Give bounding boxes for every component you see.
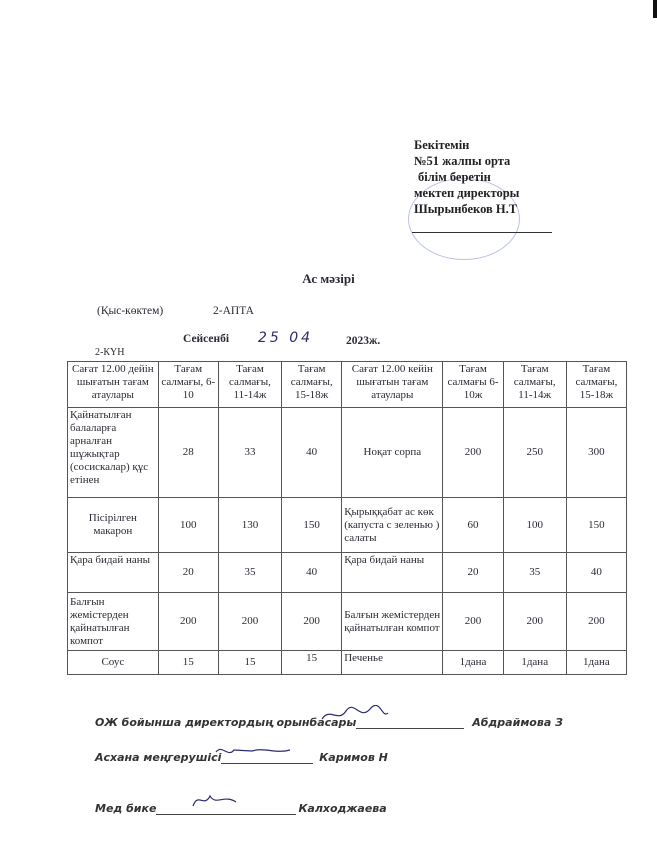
handwritten-date: 25 04 [258, 330, 314, 346]
table-header-row [68, 362, 627, 408]
weight-cell: 60 [443, 498, 503, 553]
deputy-signature-scribble [320, 705, 390, 725]
table-row [68, 498, 627, 553]
table-row [68, 651, 627, 675]
weight-cell: 1дана [443, 651, 503, 675]
dish-after-noon: Печенье [342, 651, 443, 675]
signature-nurse [95, 802, 387, 815]
weight-cell: 40 [282, 408, 342, 498]
weight-cell: 200 [503, 593, 566, 651]
week-label: 2-АПТА [213, 305, 254, 317]
dish-before-noon: Балғын жемістерден қайнатылған компот [68, 593, 159, 651]
approval-line: Бекітемін [414, 138, 470, 152]
dish-after-noon: Ноқат сорпа [342, 408, 443, 498]
weight-cell: 200 [218, 593, 281, 651]
weight-cell: 250 [503, 408, 566, 498]
dish-after-noon: Қара бидай наны [342, 553, 443, 593]
column-header: Сағат 12.00 кейін шығатын тағам атаулары [342, 362, 443, 408]
weight-cell: 35 [218, 553, 281, 593]
weight-cell: 100 [158, 498, 218, 553]
dish-after-noon: Қырыққабат ас көк (капуста с зеленью ) салаты [342, 498, 443, 553]
weight-cell: 130 [218, 498, 281, 553]
weight-cell: 300 [566, 408, 626, 498]
weight-cell: 200 [443, 408, 503, 498]
dish-before-noon: Қайнатылған балаларға арналған шұжықтар (сосискалар) құс етінен [68, 408, 159, 498]
weight-cell: 150 [566, 498, 626, 553]
approval-block [414, 137, 564, 217]
weight-cell: 150 [282, 498, 342, 553]
weight-cell: 40 [566, 553, 626, 593]
nurse-signature-scribble [190, 790, 240, 810]
weight-cell: 20 [443, 553, 503, 593]
table-row [68, 408, 627, 498]
approval-line: №51 жалпы орта [414, 154, 511, 168]
weight-cell: 200 [566, 593, 626, 651]
weight-cell: 15 [158, 651, 218, 675]
weight-cell: 28 [158, 408, 218, 498]
column-header: Тағам салмағы, 15-18ж [282, 362, 342, 408]
day-label: 2-КҮН [95, 347, 125, 358]
weight-cell: 1дана [566, 651, 626, 675]
page-edge-mark [653, 0, 657, 18]
canteen-signature-scribble [212, 742, 292, 760]
weight-cell: 15 [282, 651, 342, 675]
column-header: Тағам салмағы, 15-18ж [566, 362, 626, 408]
weight-cell: 200 [282, 593, 342, 651]
weight-cell: 200 [443, 593, 503, 651]
weekday-label: Сейсенбі [183, 333, 230, 345]
signature-name: Каримов Н [319, 751, 388, 764]
weight-cell: 20 [158, 553, 218, 593]
weight-cell: 1дана [503, 651, 566, 675]
column-header: Тағам салмағы, 11-14ж [503, 362, 566, 408]
signature-role: Мед бике [95, 802, 157, 815]
weight-cell: 33 [218, 408, 281, 498]
approval-line: Шырынбеков Н.Т [414, 202, 518, 216]
approval-line: білім беретін [418, 170, 491, 184]
weight-cell: 100 [503, 498, 566, 553]
approval-line: мектеп директоры [414, 186, 520, 200]
year-label: 2023ж. [346, 335, 381, 347]
weight-cell: 35 [503, 553, 566, 593]
dish-before-noon: Соус [68, 651, 159, 675]
signature-name: Абдраймова З [472, 716, 563, 729]
dish-before-noon: Пісірілген макарон [68, 498, 159, 553]
weight-cell: 200 [158, 593, 218, 651]
weight-cell: 15 [218, 651, 281, 675]
menu-table [67, 361, 627, 675]
dish-before-noon: Қара бидай наны [68, 553, 159, 593]
dish-after-noon: Балғын жемістерден қайнатылған компот [342, 593, 443, 651]
column-header: Тағам салмағы, 11-14ж [218, 362, 281, 408]
column-header: Сағат 12.00 дейін шығатын тағам атаулары [68, 362, 159, 408]
column-header: Тағам салмағы, 6-10 [158, 362, 218, 408]
table-row [68, 553, 627, 593]
page-title: Ас мәзірі [302, 271, 355, 286]
weight-cell: 40 [282, 553, 342, 593]
signature-name: Калходжаева [298, 802, 387, 815]
table-row [68, 593, 627, 651]
signature-role: ОЖ бойынша директордың орынбасары [95, 716, 357, 729]
column-header: Тағам салмағы 6-10ж [443, 362, 503, 408]
approval-signature-line [412, 232, 552, 233]
signature-role: Асхана меңгерушісі [95, 751, 222, 764]
season-label: (Қыс-көктем) [97, 305, 164, 317]
